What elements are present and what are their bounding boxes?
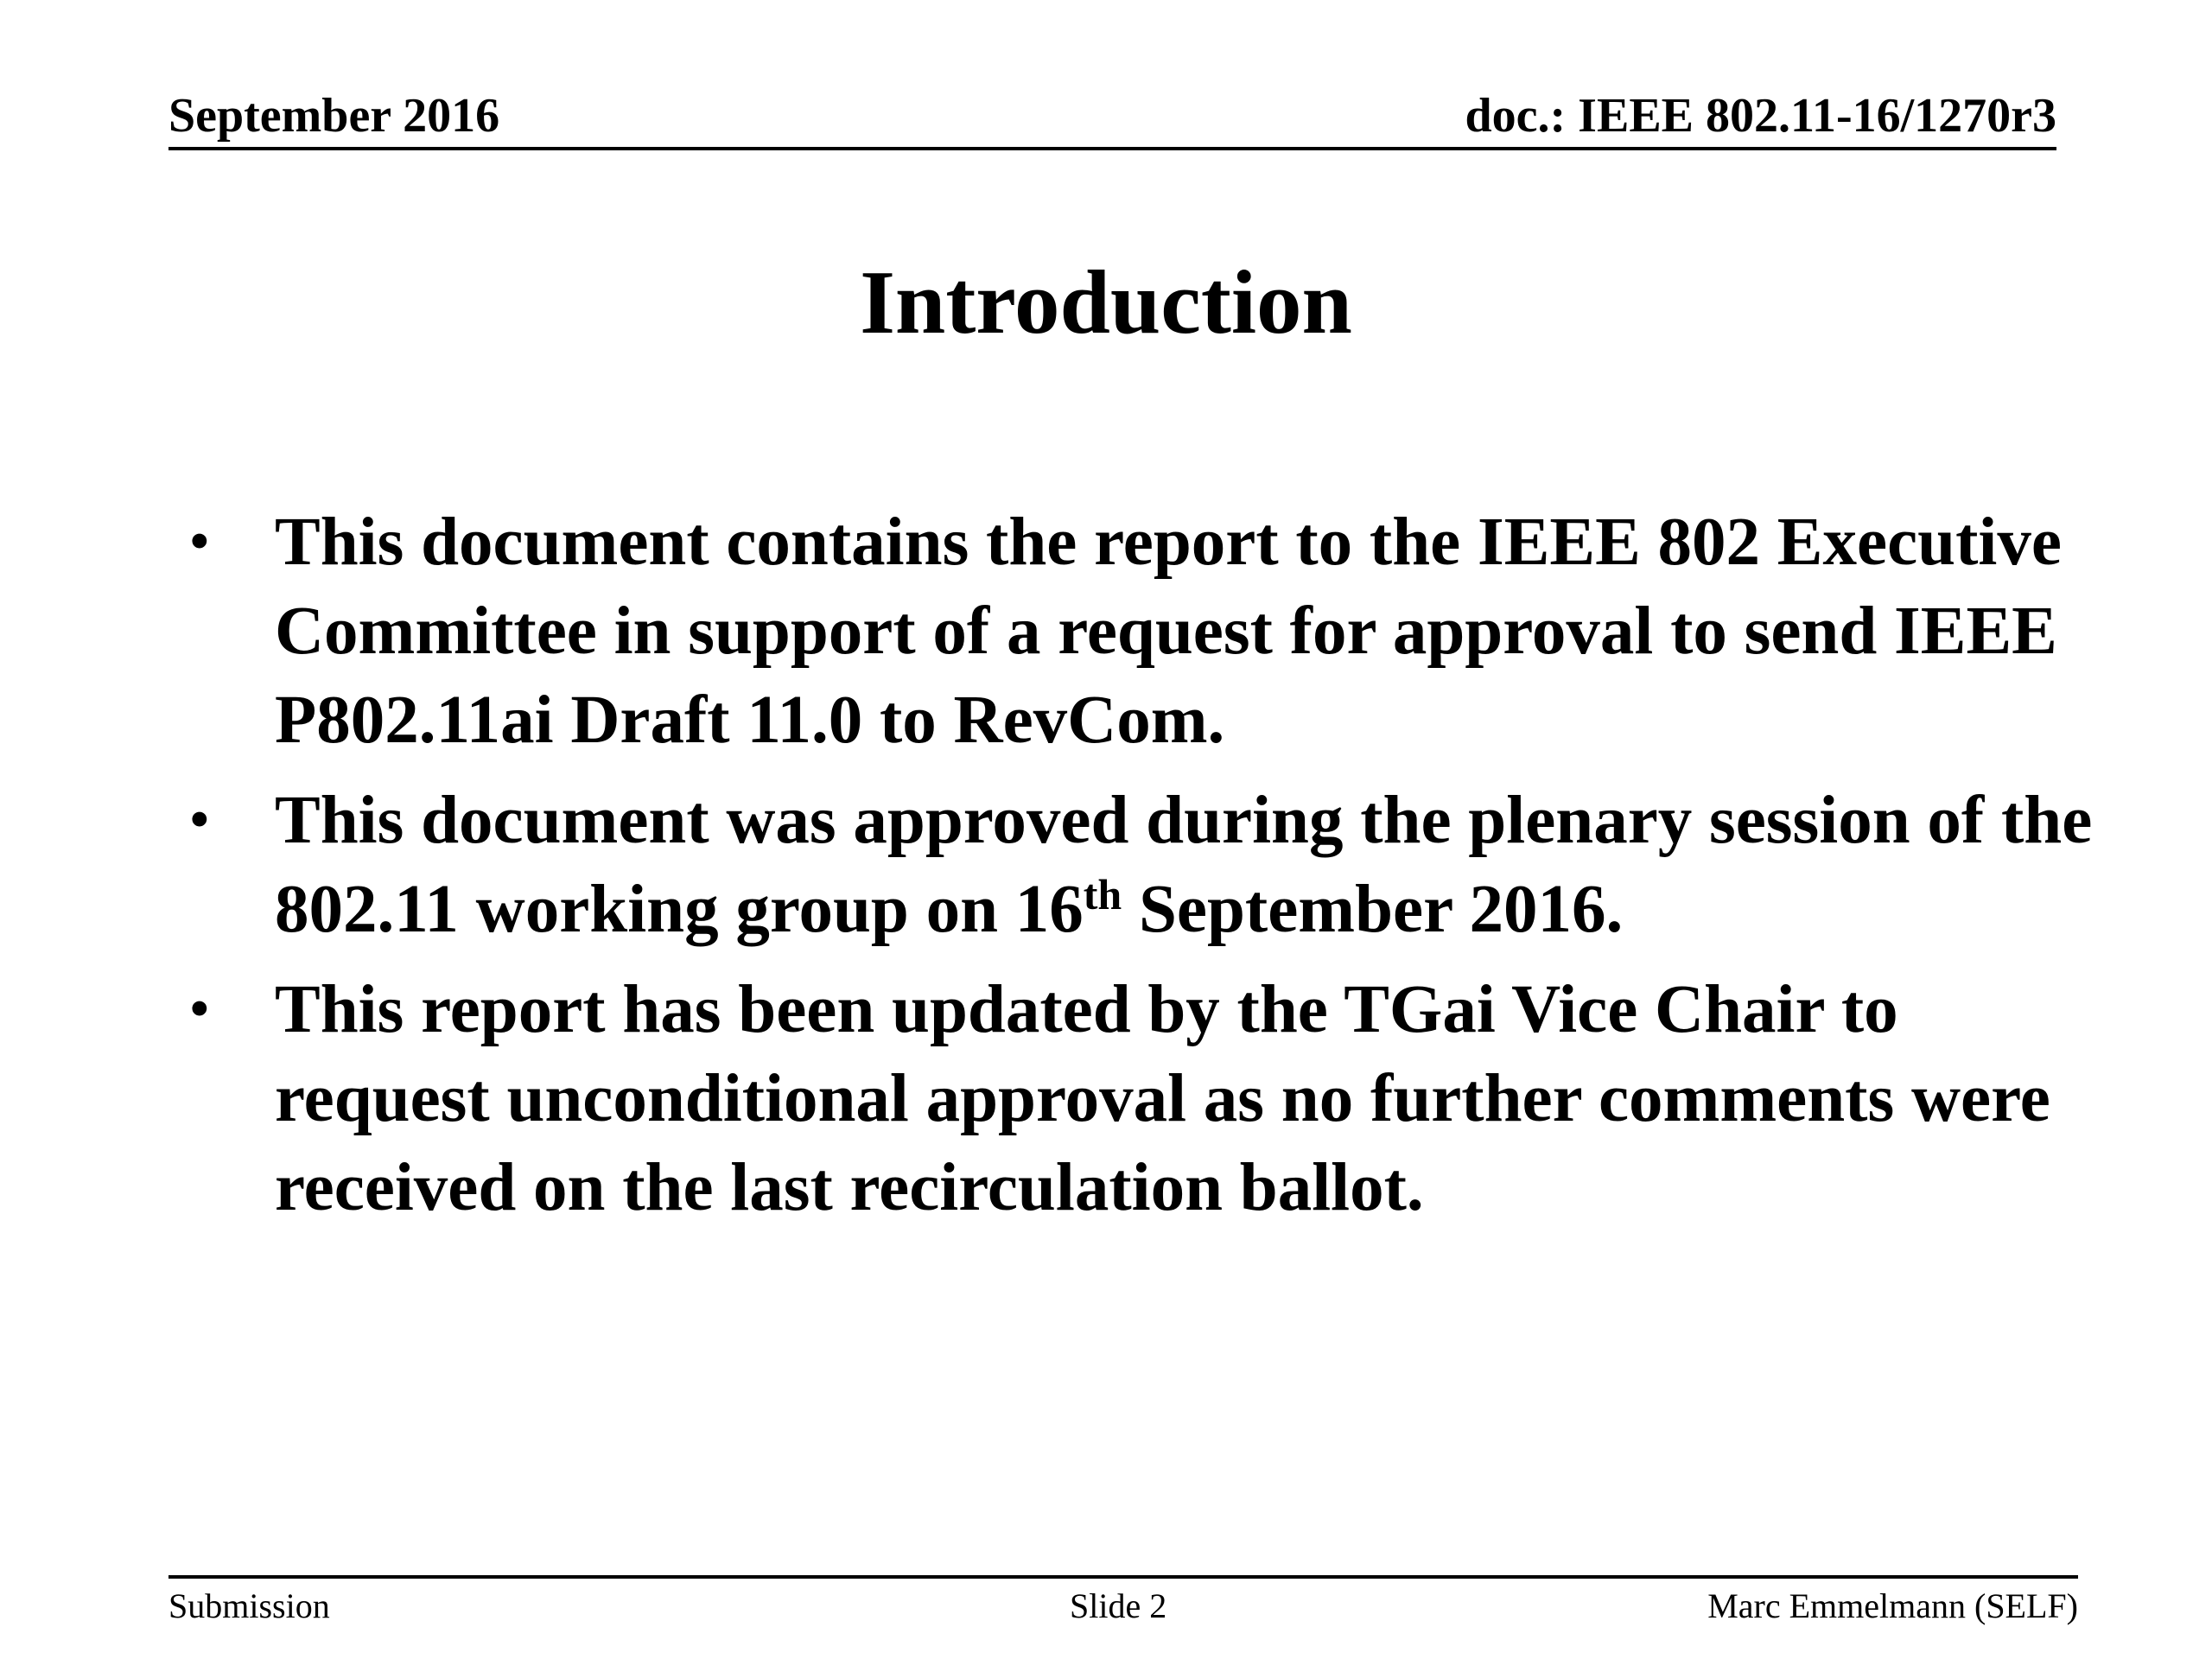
bullet-text-1: This document contains the report to the IEEE 802 Executive Committee in support of a request for approval to send IEEE P802.11ai Draft 11.0 to RevCom. bbox=[275, 505, 2062, 758]
header-doc-id: doc.: IEEE 802.11-16/1270r3 bbox=[1465, 89, 2056, 143]
footer-author: Marc Emmelmann (SELF) bbox=[1707, 1586, 2078, 1625]
bullet-marker: • bbox=[190, 512, 209, 571]
bullet-item-3 bbox=[190, 965, 2117, 1232]
bullet-item-2 bbox=[190, 776, 2117, 954]
bullet-marker: • bbox=[190, 980, 209, 1039]
bullet-text-2-before: This document was approved during the plenary session of the 802.11 working group on 16 bbox=[275, 783, 2093, 947]
bullet-text-2-after: September 2016. bbox=[1122, 872, 1624, 947]
bullet-item-1 bbox=[190, 498, 2117, 765]
slide-footer bbox=[168, 1575, 2078, 1630]
ordinal-suffix: th bbox=[1083, 870, 1122, 918]
bullet-marker: • bbox=[190, 791, 209, 849]
bullet-text-3: This report has been updated by the TGai Vice Chair to request unconditional approval as no further comments were received on the last recirculation ballot. bbox=[275, 972, 2050, 1225]
footer-submission: Submission bbox=[168, 1586, 330, 1625]
footer-slide-number: Slide 2 bbox=[1070, 1586, 1167, 1625]
header-date: September 2016 bbox=[168, 89, 500, 143]
bullet-list bbox=[190, 498, 2117, 1243]
slide-header bbox=[168, 85, 2056, 150]
slide-title: Introduction bbox=[860, 251, 1352, 353]
